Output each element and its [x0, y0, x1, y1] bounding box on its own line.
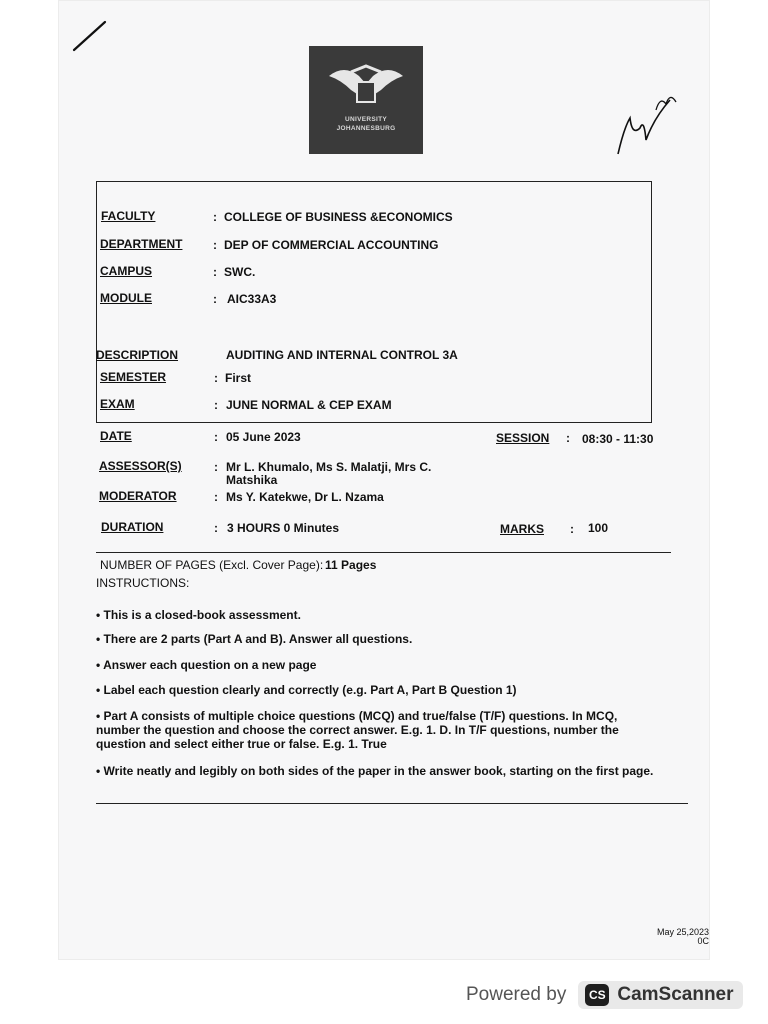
camscanner-watermark: [466, 976, 743, 1014]
description-label: DESCRIPTION: [96, 348, 179, 362]
faculty-value: COLLEGE OF BUSINESS &ECONOMICS: [224, 210, 453, 224]
assessors-value-line1: Mr L. Khumalo, Ms S. Malatji, Mrs C.: [226, 460, 432, 474]
moderator-colon: :: [214, 490, 218, 504]
camscanner-badge: [578, 981, 742, 1009]
assessors-value-line2: Matshika: [226, 473, 278, 487]
duration-colon: :: [214, 521, 218, 535]
module-value: AIC33A3: [227, 292, 277, 306]
exam-label: EXAM: [100, 397, 135, 411]
semester-value: First: [225, 371, 252, 385]
session-value: 08:30 - 11:30: [582, 432, 654, 446]
date-value: 05 June 2023: [226, 430, 301, 444]
faculty-colon: :: [213, 210, 217, 224]
instruction-item: • This is a closed-book assessment.: [96, 608, 301, 622]
exam-value: JUNE NORMAL & CEP EXAM: [226, 398, 392, 412]
scan-date-line2: 0C: [697, 936, 710, 946]
logo-line1: UNIVERSITY: [344, 116, 387, 123]
exam-colon: :: [214, 398, 218, 412]
campus-value: SWC.: [224, 265, 256, 279]
semester-label: SEMESTER: [100, 370, 167, 384]
camscanner-logo-icon: CS: [585, 984, 609, 1006]
marks-value: 100: [588, 521, 609, 535]
divider-top: [96, 552, 671, 553]
department-label: DEPARTMENT: [100, 237, 183, 251]
logo-line2: JOHANNESBURG: [336, 125, 396, 132]
handwritten-signature: [610, 88, 690, 158]
semester-colon: :: [214, 371, 218, 385]
module-colon: :: [213, 292, 217, 306]
university-logo: [309, 46, 423, 154]
department-colon: :: [213, 238, 217, 252]
pen-check-mark: [72, 18, 108, 54]
marks-label: MARKS: [500, 522, 544, 536]
campus-colon: :: [213, 265, 217, 279]
powered-by-text: Powered by: [466, 984, 567, 1005]
faculty-label: FACULTY: [101, 209, 156, 223]
date-label: DATE: [100, 429, 132, 443]
assessors-label: ASSESSOR(S): [99, 459, 182, 473]
module-label: MODULE: [100, 291, 152, 305]
assessors-colon: :: [214, 460, 218, 474]
instruction-item: • Part A consists of multiple choice questions (MCQ) and true/false (T/F) questions. In MCQ, number the question and choose the correct answer. E.g. 1. D. In T/F questions, number the question and select either true or false. E.g. 1. True: [96, 709, 619, 751]
instruction-item: • Answer each question on a new page: [96, 658, 317, 672]
instruction-item: • There are 2 parts (Part A and B). Answer all questions.: [96, 632, 413, 646]
duration-label: DURATION: [101, 520, 164, 534]
description-value: AUDITING AND INTERNAL CONTROL 3A: [226, 348, 458, 362]
instruction-item: • Label each question clearly and correctly (e.g. Part A, Part B Question 1): [96, 683, 517, 697]
campus-label: CAMPUS: [100, 264, 153, 278]
marks-colon: :: [570, 522, 574, 536]
department-value: DEP OF COMMERCIAL ACCOUNTING: [224, 238, 439, 252]
moderator-value: Ms Y. Katekwe, Dr L. Nzama: [226, 490, 384, 504]
camscanner-name: CamScanner: [617, 984, 734, 1005]
session-label: SESSION: [496, 431, 550, 445]
date-colon: :: [214, 430, 218, 444]
moderator-label: MODERATOR: [99, 489, 177, 503]
session-colon: :: [566, 431, 570, 445]
divider-bottom: [96, 803, 688, 804]
instructions-heading: INSTRUCTIONS:: [96, 576, 190, 590]
instruction-item: • Write neatly and legibly on both sides of the paper in the answer book, starting on the first page.: [96, 764, 654, 778]
scan-date-stamp: [657, 928, 709, 946]
pages-label: NUMBER OF PAGES (Excl. Cover Page):: [100, 558, 324, 572]
scan-date-line1: May 25,2023: [657, 927, 710, 937]
pages-value: 11 Pages: [325, 558, 377, 572]
duration-value: 3 HOURS 0 Minutes: [227, 521, 340, 535]
